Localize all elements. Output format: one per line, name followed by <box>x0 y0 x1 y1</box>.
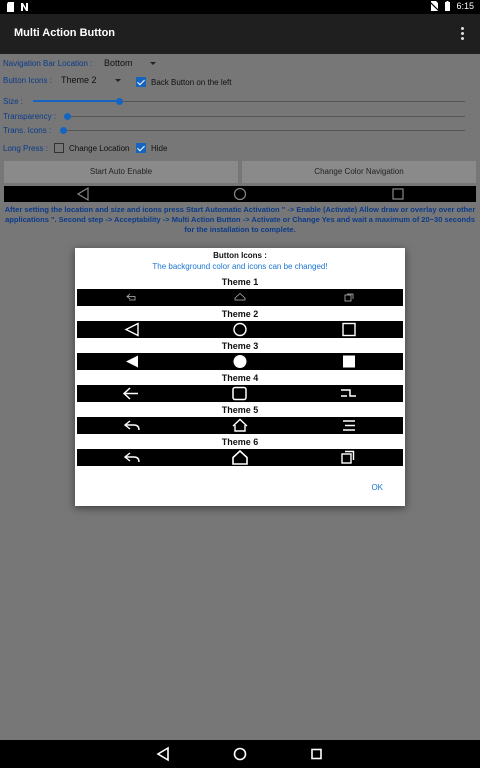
chevron-down-icon <box>150 62 156 65</box>
recents-square-icon <box>343 324 355 336</box>
sd-card-icon <box>6 2 15 12</box>
theme-2-option[interactable] <box>77 321 403 338</box>
transparency-slider-thumb[interactable] <box>64 113 71 120</box>
trans-icons-label: Trans. Icons : <box>3 126 52 135</box>
transparency-slider-track[interactable] <box>64 116 465 117</box>
theme-5-label: Theme 5 <box>221 405 259 415</box>
hide-checkbox[interactable] <box>136 143 146 153</box>
navigation-preview-bar <box>4 186 476 202</box>
settings-panel <box>0 54 480 202</box>
size-label: Size : <box>3 97 24 106</box>
chevron-down-icon <box>115 79 121 82</box>
recents-menu-icon <box>343 421 355 430</box>
app-bar <box>0 14 480 54</box>
battery-icon <box>443 1 452 11</box>
back-button-left-label: Back Button on the left <box>151 78 232 87</box>
trans-icons-slider-track[interactable] <box>60 130 465 131</box>
dialog-subtitle: The background color and icons can be changed! <box>152 262 328 271</box>
back-button-left-checkbox[interactable] <box>136 77 146 87</box>
home-outline-icon <box>235 294 245 301</box>
theme-2-label: Theme 2 <box>221 309 259 319</box>
back-curved-arrow-icon <box>125 421 139 430</box>
theme-6-label: Theme 6 <box>221 437 259 447</box>
theme-5-option[interactable] <box>77 417 403 434</box>
button-icons-label: Button Icons : <box>3 76 52 85</box>
back-outline-icon <box>127 294 135 300</box>
start-auto-enable-button[interactable]: Start Auto Enable <box>4 161 238 183</box>
system-navigation-bar <box>0 740 480 768</box>
back-filled-triangle-icon <box>126 356 138 368</box>
activation-instructions: After setting the location and size and icons press Start Automatic Activation " -> Enable (Activate) Allow draw or overlay over other applications ". Second step -> Acceptability -> Multi Action Button -> Activate or Change Yes and wait a maximum of 20~30 seconds for the installation to complete. <box>4 205 476 234</box>
recents-stacked-squares-icon <box>342 452 354 464</box>
size-slider-fill <box>33 100 120 102</box>
hide-label: Hide <box>151 144 168 153</box>
theme-4-option[interactable] <box>77 385 403 402</box>
theme-1-option[interactable] <box>77 289 403 306</box>
change-location-label: Change Location <box>69 144 130 153</box>
status-bar <box>0 0 480 14</box>
theme-1-label: Theme 1 <box>221 277 259 287</box>
trans-icons-slider-thumb[interactable] <box>60 127 67 134</box>
back-arrow-icon <box>124 388 138 399</box>
back-triangle-icon <box>78 188 88 200</box>
size-slider-thumb[interactable] <box>116 98 123 105</box>
button-icons-dialog <box>75 248 405 506</box>
no-sim-icon <box>430 1 439 11</box>
nav-bar-location-select[interactable]: Bottom <box>104 58 133 68</box>
long-press-label: Long Press : <box>3 144 48 153</box>
theme-3-option[interactable] <box>77 353 403 370</box>
change-location-checkbox[interactable] <box>54 143 64 153</box>
home-rounded-square-icon <box>233 388 246 400</box>
recents-filled-square-icon <box>343 356 355 368</box>
home-house-icon <box>233 451 247 464</box>
recents-step-icon <box>341 390 356 396</box>
recents-square-icon <box>393 189 403 199</box>
theme-6-option[interactable] <box>77 449 403 466</box>
back-curved-arrow-icon <box>125 453 139 462</box>
home-circle-icon <box>235 189 246 200</box>
change-color-navigation-button[interactable]: Change Color Navigation <box>242 161 476 183</box>
theme-3-label: Theme 3 <box>221 341 259 351</box>
back-icon <box>158 748 168 760</box>
home-icon <box>235 749 246 760</box>
recents-icon <box>312 750 321 759</box>
dialog-title: Button Icons : <box>213 251 267 260</box>
button-icons-select[interactable]: Theme 2 <box>61 75 97 85</box>
status-left-icons <box>6 2 29 12</box>
home-circle-icon <box>234 324 246 336</box>
home-house-icon <box>233 420 247 432</box>
overflow-menu-icon[interactable] <box>460 27 466 41</box>
back-triangle-icon <box>126 324 138 336</box>
theme-4-label: Theme 4 <box>221 373 259 383</box>
status-right <box>430 1 474 11</box>
transparency-label: Transparency : <box>3 112 57 121</box>
recents-outline-icon <box>345 294 353 301</box>
app-title: Multi Action Button <box>14 27 116 39</box>
status-time: 6:15 <box>456 1 474 11</box>
nav-bar-location-label: Navigation Bar Location : <box>3 59 93 68</box>
n-notification-icon <box>20 2 29 12</box>
ok-button[interactable]: OK <box>371 483 383 492</box>
home-filled-circle-icon <box>234 355 247 368</box>
